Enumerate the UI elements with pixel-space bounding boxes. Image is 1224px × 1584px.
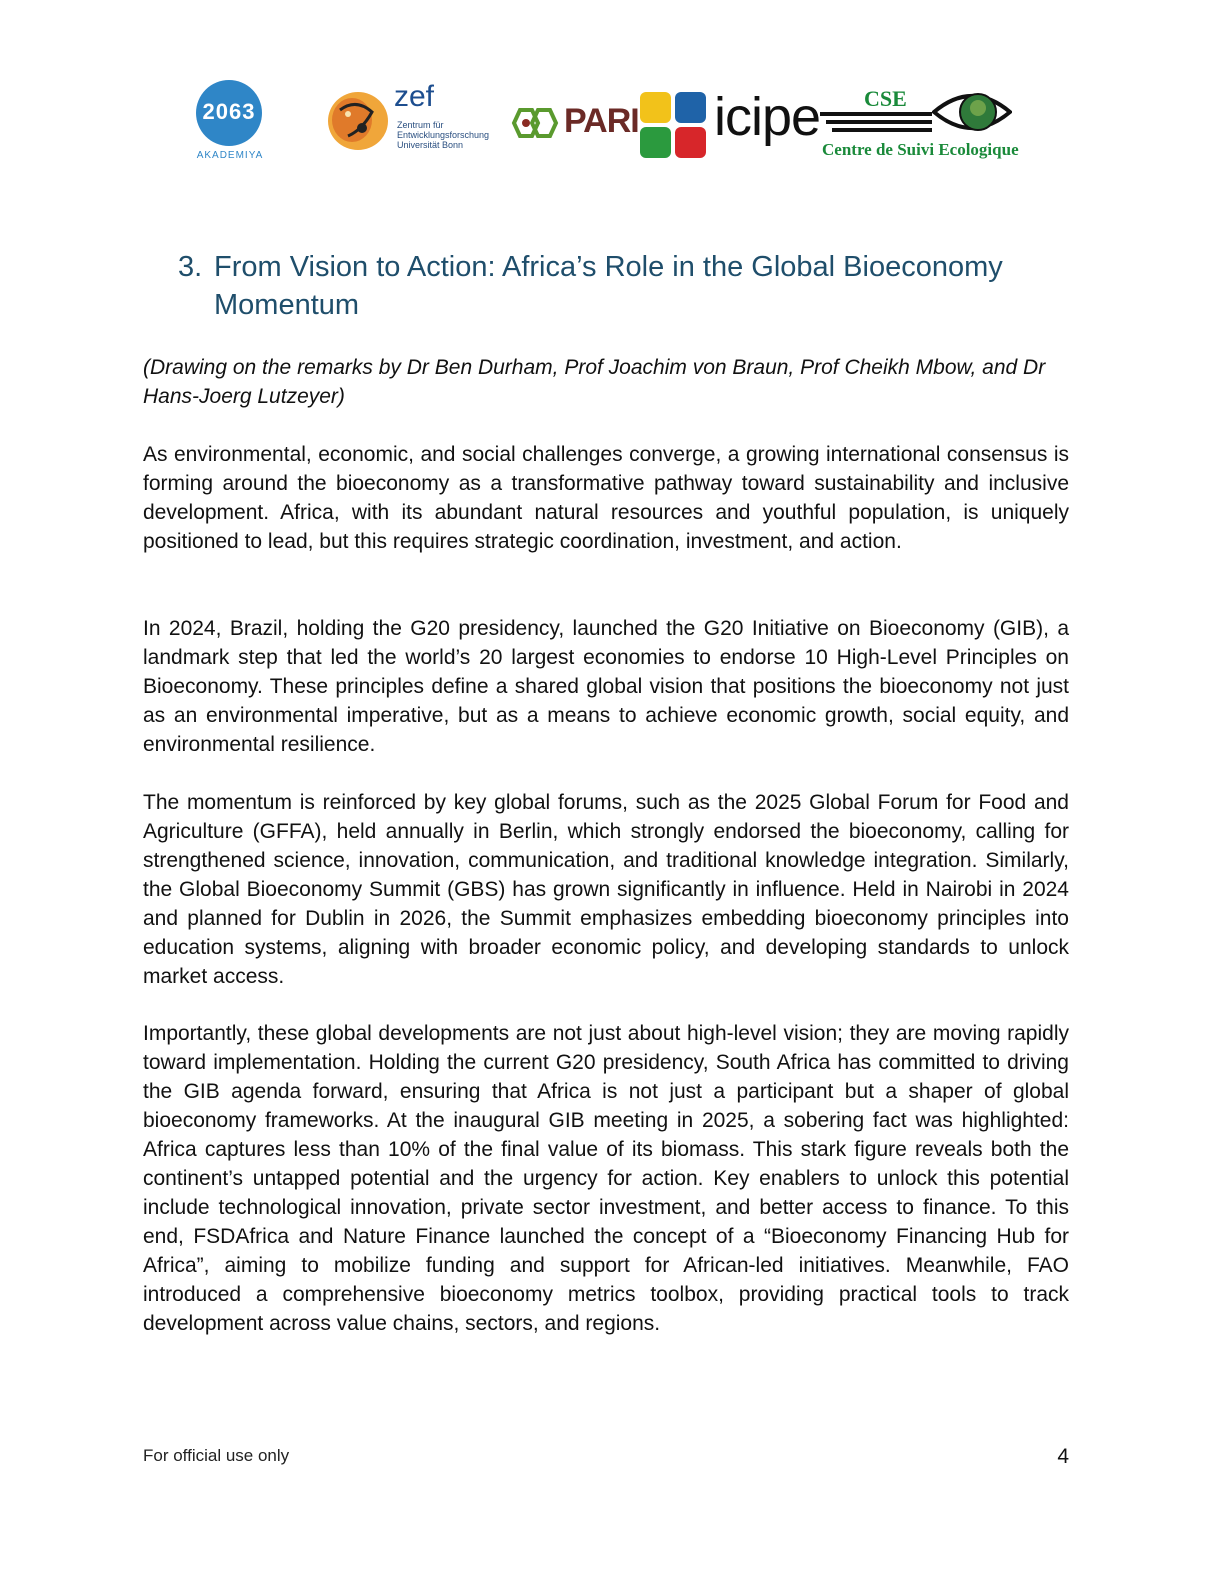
cse-eye-icon bbox=[932, 86, 1012, 138]
paragraph-1: As environmental, economic, and social challenges converge, a growing international consensus is forming around the bioeconomy as a transformative pathway toward sustainability and inclusive development. Africa, with its abundant natural resources and youthful population, is uniquely positioned to lead, but this requires strategic coordination, investment, and action. bbox=[143, 443, 1069, 553]
akademiya-number: 2063 bbox=[202, 99, 256, 124]
speaker-attribution: (Drawing on the remarks by Dr Ben Durham, Prof Joachim von Braun, Prof Cheikh Mbow, and Dr Hans-Joerg Lutzeyer) bbox=[143, 356, 1046, 408]
zef-name: zef bbox=[394, 80, 435, 113]
akademiya-name: AKADEMIYA bbox=[196, 150, 264, 161]
zef-emblem-icon bbox=[326, 90, 390, 152]
cse-badge: CSE bbox=[864, 86, 907, 111]
pari-name: PARI bbox=[564, 102, 639, 140]
paragraph-3: The momentum is reinforced by key global forums, such as the 2025 Global Forum for Food and Agriculture (GFFA), held annually in Berlin, which strongly endorsed the bioeconomy, calling for strengthened science, innovation, communication, and traditional knowledge integration. Similarly, the Global Bioeconomy Summit (GBS) has grown significantly in influence. Held in Nairobi in 2024 and planned for Dublin in 2026, the Summit emphasizes embedding bioeconomy principles into education systems, aligning with broader economic policy, and developing standards to unlock market access. bbox=[143, 791, 1069, 988]
cse-stripes-icon bbox=[820, 112, 932, 138]
section-title: From Vision to Action: Africa’s Role in the Global Bioeconomy Momentum bbox=[214, 251, 1003, 321]
icipe-logo bbox=[640, 88, 820, 158]
footer-classification: For official use only bbox=[143, 1446, 290, 1465]
akademiya-emblem bbox=[196, 80, 262, 146]
page-number: 4 bbox=[1057, 1445, 1069, 1468]
akademiya-logo bbox=[196, 80, 264, 161]
zef-subtitle: Zentrum für Entwicklungsforschung Universität Bonn bbox=[397, 120, 490, 150]
section-number: 3. bbox=[178, 251, 203, 283]
zef-logo bbox=[326, 80, 496, 154]
partner-logos bbox=[190, 76, 1040, 166]
section-heading bbox=[178, 248, 1078, 324]
cse-caption: Centre de Suivi Ecologique bbox=[822, 140, 1019, 159]
paragraph-2: In 2024, Brazil, holding the G20 presidency, launched the G20 Initiative on Bioeconomy (GIB), a landmark step that led the world’s 20 largest economies to endorse 10 High-Level Principles on Bioeconomy. These principles define a shared global vision that positions the bioeconomy not just as an environmental imperative, but as a means to achieve economic growth, social equity, and environmental resilience. bbox=[143, 617, 1069, 756]
pari-emblem-icon bbox=[510, 106, 560, 140]
icipe-tiles-icon bbox=[640, 92, 708, 160]
icipe-name: icipe bbox=[714, 87, 821, 147]
cse-logo bbox=[820, 84, 1030, 164]
pari-logo bbox=[510, 102, 639, 142]
paragraph-4: Importantly, these global developments are not just about high-level vision; they are moving rapidly toward implementation. Holding the current G20 presidency, South Africa has committed to driving the GIB agenda forward, ensuring that Africa is not just a participant but a shaper of global bioeconomy frameworks. At the inaugural GIB meeting in 2025, a sobering fact was highlighted: Africa captures less than 10% of the final value of its biomass. This stark figure reveals both the continent’s untapped potential and the urgency for action. Key enablers to unlock this potential include technological innovation, private sector investment, and better access to finance. To this end, FSDAfrica and Nature Finance launched the concept of a “Bioeconomy Financing Hub for Africa”, aiming to mobilize funding and support for African-led initiatives. Meanwhile, FAO introduced a comprehensive bioeconomy metrics toolbox, providing practical tools to track development across value chains, sectors, and regions. bbox=[143, 1022, 1069, 1335]
